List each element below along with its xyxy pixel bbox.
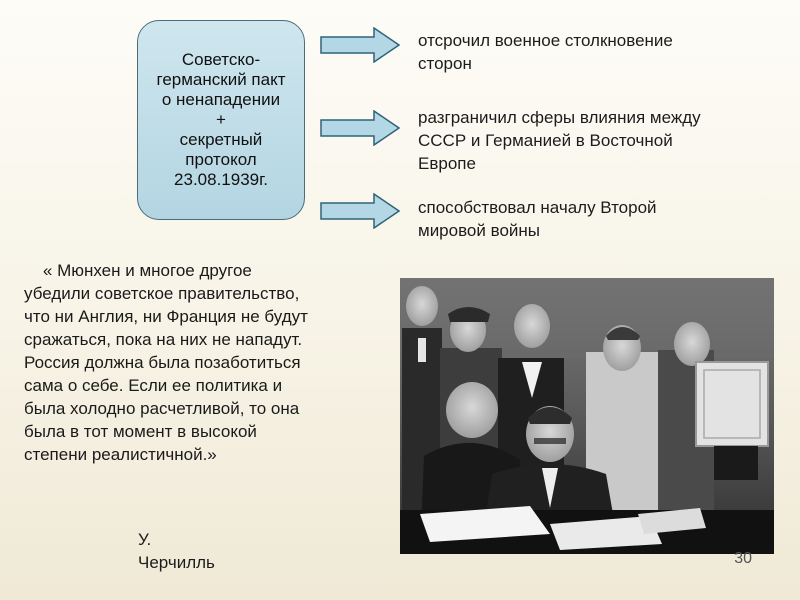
consequence-line: сторон	[418, 54, 472, 73]
consequence-delay	[418, 29, 673, 75]
arrow-right-icon	[320, 193, 400, 229]
historical-photo	[400, 278, 774, 554]
quote-line: была холодно расчетливой, то она	[24, 399, 300, 418]
arrow-right-icon	[320, 110, 400, 146]
consequence-line: Европе	[418, 154, 476, 173]
consequence-war	[418, 196, 657, 242]
quote-line: что ни Англия, ни Франция не будут	[24, 307, 308, 326]
quote-line: сражаться, пока на них не нападут.	[24, 330, 303, 349]
consequence-line: СССР и Германией в Восточной	[418, 131, 673, 150]
quote-line: « Мюнхен и многое другое	[24, 261, 252, 280]
consequence-spheres	[418, 106, 701, 175]
quote-line: Россия должна была позаботиться	[24, 353, 301, 372]
pact-line: секретный	[179, 130, 263, 149]
author-initial: У.	[138, 530, 152, 549]
consequence-line: разграничил сферы влияния между	[418, 108, 701, 127]
quote-line: была в тот момент в высокой	[24, 422, 257, 441]
pact-line: о ненападении	[161, 90, 281, 109]
pact-line: германский пакт	[156, 70, 286, 89]
quote-author	[138, 528, 215, 574]
pact-line: протокол	[185, 150, 257, 169]
consequence-line: отсрочил военное столкновение	[418, 31, 673, 50]
pact-line: Советско-	[181, 50, 261, 69]
consequence-line: мировой войны	[418, 221, 541, 240]
consequence-line: способствовал началу Второй	[418, 198, 657, 217]
author-surname: Черчилль	[138, 553, 215, 572]
pact-box	[137, 20, 305, 220]
pact-line: +	[216, 110, 226, 129]
pact-date: 23.08.1939г.	[174, 170, 268, 189]
page-number: 30	[734, 550, 752, 567]
quote-line: убедили советское правительство,	[24, 284, 300, 303]
arrow-right-icon	[320, 27, 400, 63]
churchill-quote	[24, 259, 384, 466]
quote-line: сама о себе. Если ее политика и	[24, 376, 283, 395]
quote-line: степени реалистичной.»	[24, 445, 217, 464]
